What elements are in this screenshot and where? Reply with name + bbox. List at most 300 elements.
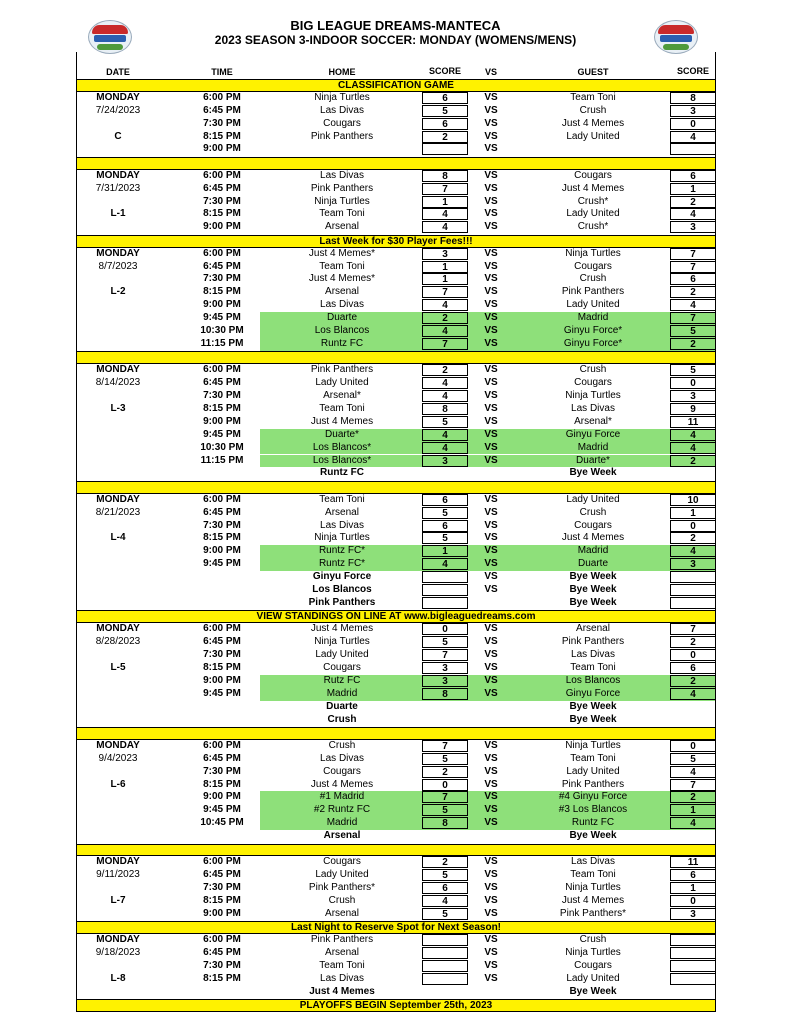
- home-team: Pink Panthers: [310, 130, 374, 142]
- vs-label: VS: [484, 441, 498, 453]
- guest-team: Ginyu Force: [565, 687, 621, 699]
- banner-week-3: Last Week for $30 Player Fees!!!: [76, 235, 716, 248]
- guest-team: Ginyu Force*: [563, 337, 623, 349]
- game-time: 6:45 PM: [203, 636, 241, 648]
- guest-score: 1: [670, 882, 716, 894]
- guest-team: Ginyu Force*: [563, 325, 623, 336]
- guest-score: 0: [670, 118, 716, 130]
- guest-score: 7: [670, 248, 716, 260]
- home-team: Arsenal: [325, 286, 359, 298]
- vs-label: VS: [484, 377, 498, 389]
- home-team: Duarte: [326, 312, 357, 324]
- guest-team: Ninja Turtles: [565, 739, 621, 751]
- week-label: C: [114, 130, 122, 142]
- home-team: Madrid: [326, 687, 358, 699]
- guest-header: GUEST: [577, 67, 609, 77]
- week-label: L-7: [110, 895, 126, 907]
- home-team: Team Toni: [319, 960, 365, 972]
- week-day: MONDAY: [96, 739, 140, 751]
- week-day: MONDAY: [96, 364, 140, 376]
- guest-score: 11: [670, 416, 716, 428]
- vs-label: VS: [484, 454, 498, 466]
- home-score: 5: [422, 105, 468, 117]
- vs-label: VS: [484, 804, 498, 816]
- bye-team: Arsenal: [323, 830, 361, 842]
- game-time: 9:00 PM: [203, 674, 241, 686]
- guest-team: Crush*: [577, 195, 609, 207]
- vs-label: VS: [484, 390, 498, 401]
- week-day: MONDAY: [96, 623, 140, 635]
- vs-label: VS: [484, 649, 498, 660]
- guest-team: Los Blancos: [565, 674, 621, 686]
- bye-team: Ginyu Force: [312, 571, 372, 583]
- home-team: Madrid: [326, 817, 358, 829]
- home-score: 5: [422, 804, 468, 816]
- vs-label: VS: [484, 661, 498, 673]
- home-team: Ninja Turtles: [314, 91, 370, 103]
- home-team: Team Toni: [319, 260, 365, 272]
- guest-score: 8: [670, 92, 716, 104]
- home-score: 5: [422, 416, 468, 428]
- guest-team: Madrid: [577, 312, 609, 324]
- home-team: Arsenal: [325, 908, 359, 919]
- guest-score: 5: [670, 364, 716, 376]
- guest-score: 0: [670, 895, 716, 907]
- home-header: HOME: [328, 67, 356, 77]
- bye-team: Pink Panthers: [308, 596, 376, 608]
- guest-team: Duarte*: [576, 454, 610, 466]
- home-team: Runtz FC*: [318, 545, 366, 557]
- guest-team: Runtz FC: [571, 817, 615, 829]
- guest-team: Ginyu Force: [565, 428, 621, 440]
- home-score: 4: [422, 377, 468, 389]
- guest-score: 2: [670, 675, 716, 687]
- home-score: 5: [422, 636, 468, 648]
- week-date: 7/24/2023: [95, 104, 141, 116]
- vs-label: VS: [484, 182, 498, 194]
- home-score: 7: [422, 338, 468, 350]
- bye-team: Los Blancos: [312, 584, 372, 595]
- game-time: 9:00 PM: [203, 908, 241, 919]
- game-time: 9:00 PM: [203, 415, 241, 427]
- game-time: 9:00 PM: [203, 143, 241, 155]
- guest-score: 9: [670, 403, 716, 415]
- home-score: 4: [422, 442, 468, 454]
- guest-score: 6: [670, 273, 716, 285]
- home-team: Team Toni: [319, 493, 365, 505]
- vs-label: VS: [484, 778, 498, 790]
- week-date: 8/21/2023: [95, 506, 141, 518]
- guest-team: Ninja Turtles: [565, 947, 621, 959]
- week-label: L-1: [110, 208, 126, 220]
- vs-label: VS: [484, 247, 498, 259]
- home-score: 5: [422, 753, 468, 765]
- vs-label: VS: [484, 402, 498, 414]
- guest-score: 7: [670, 261, 716, 273]
- home-score: 8: [422, 688, 468, 700]
- home-score: 0: [422, 623, 468, 635]
- home-score: 3: [422, 675, 468, 687]
- vs-label: VS: [484, 817, 498, 829]
- guest-score: 2: [670, 286, 716, 298]
- game-time: 7:30 PM: [203, 882, 241, 894]
- game-time: 11:15 PM: [200, 337, 244, 349]
- home-team: Los Blancos: [314, 325, 370, 336]
- guest-team: Lady United: [566, 299, 620, 311]
- vs-label: VS: [484, 286, 498, 298]
- vs-label: VS: [484, 143, 498, 155]
- guest-score: 2: [670, 532, 716, 544]
- banner-week-1: CLASSIFICATION GAME: [76, 79, 716, 92]
- game-time: 9:00 PM: [203, 299, 241, 311]
- home-team: Runtz FC: [320, 337, 364, 349]
- banner-week-6: VIEW STANDINGS ON LINE AT www.bigleaguedreams.com: [76, 610, 716, 623]
- guest-score: 4: [670, 208, 716, 220]
- bye-team: Crush: [327, 713, 357, 725]
- game-time: 8:15 PM: [203, 778, 241, 790]
- home-score: 5: [422, 908, 468, 920]
- home-score: 8: [422, 403, 468, 415]
- schedule-frame: [76, 52, 716, 1008]
- home-score: 2: [422, 312, 468, 324]
- home-score: 0: [422, 779, 468, 791]
- bye-week-label: Bye Week: [569, 700, 617, 712]
- game-time: 6:45 PM: [203, 506, 241, 518]
- guest-team: Las Divas: [571, 856, 615, 868]
- home-score: 8: [422, 817, 468, 829]
- vs-label: VS: [484, 532, 498, 544]
- guest-team: Crush: [579, 934, 607, 946]
- guest-team: Crush: [579, 364, 607, 376]
- guest-team: Lady United: [566, 130, 620, 142]
- week-day: MONDAY: [96, 247, 140, 259]
- home-score: 3: [422, 248, 468, 260]
- vs-label: VS: [484, 506, 498, 518]
- home-team: Las Divas: [320, 169, 364, 181]
- bye-week-label: Bye Week: [569, 596, 617, 608]
- home-score: 4: [422, 325, 468, 337]
- vs-label: VS: [484, 519, 498, 531]
- week-label: L-3: [110, 402, 126, 414]
- guest-team: Ninja Turtles: [565, 247, 621, 259]
- guest-team: Crush*: [577, 221, 609, 233]
- page-subtitle: 2023 SEASON 3-INDOOR SOCCER: MONDAY (WOMENS/MENS): [214, 33, 577, 47]
- vs-label: VS: [484, 973, 498, 984]
- game-time: 9:45 PM: [203, 687, 241, 699]
- guest-score: 0: [670, 520, 716, 532]
- home-team: Arsenal: [325, 221, 359, 233]
- home-team: Crush: [328, 739, 356, 751]
- guest-score: 6: [670, 662, 716, 674]
- home-team: Pink Panthers: [310, 934, 374, 946]
- home-score: 7: [422, 286, 468, 298]
- game-time: 9:45 PM: [203, 428, 241, 440]
- home-score: 4: [422, 895, 468, 907]
- bye-team: Duarte: [326, 700, 358, 712]
- game-time: 11:15 PM: [200, 454, 244, 466]
- game-time: 6:45 PM: [203, 260, 241, 272]
- guest-team: #3 Los Blancos: [558, 804, 628, 816]
- home-team: Ninja Turtles: [314, 532, 370, 544]
- game-time: 8:15 PM: [203, 895, 241, 907]
- guest-team: Crush: [579, 506, 607, 518]
- home-score: 1: [422, 261, 468, 273]
- guest-team: Just 4 Memes: [561, 895, 625, 907]
- game-time: 7:30 PM: [203, 273, 241, 285]
- vs-label: VS: [484, 428, 498, 440]
- home-score: 2: [422, 766, 468, 778]
- game-time: 6:00 PM: [203, 247, 241, 259]
- vs-label: VS: [484, 91, 498, 103]
- game-time: 8:15 PM: [203, 661, 241, 673]
- home-score: 6: [422, 882, 468, 894]
- guest-team: Pink Panthers*: [559, 908, 627, 919]
- vs-label: VS: [484, 337, 498, 349]
- home-score: 1: [422, 196, 468, 208]
- bye-team: Runtz FC: [320, 467, 364, 479]
- game-time: 7:30 PM: [203, 649, 241, 660]
- vs-label: VS: [484, 623, 498, 635]
- guest-score: 3: [670, 558, 716, 570]
- guest-team: Duarte: [577, 558, 608, 570]
- home-score: 5: [422, 869, 468, 881]
- home-team: Runtz FC*: [318, 558, 366, 570]
- vs-label: VS: [484, 415, 498, 427]
- vs-label: VS: [484, 169, 498, 181]
- home-team: Las Divas: [320, 973, 364, 984]
- vs-label: VS: [484, 908, 498, 919]
- guest-team: Pink Panthers: [561, 636, 625, 648]
- game-time: 9:00 PM: [203, 545, 241, 557]
- home-team: Las Divas: [320, 519, 364, 531]
- home-team: #2 Runtz FC: [313, 804, 371, 816]
- game-time: 6:45 PM: [203, 104, 241, 116]
- bye-week-label: Bye Week: [569, 830, 617, 842]
- home-score: 7: [422, 791, 468, 803]
- week-date: 9/11/2023: [96, 869, 140, 881]
- home-team: Pink Panthers: [310, 364, 374, 376]
- home-team: Las Divas: [320, 104, 364, 116]
- home-score: 4: [422, 390, 468, 402]
- guest-team: Madrid: [577, 441, 609, 453]
- home-team: Pink Panthers*: [308, 882, 376, 894]
- guest-team: Cougars: [574, 169, 612, 181]
- bye-week-label: Bye Week: [569, 713, 617, 725]
- guest-score: 6: [670, 869, 716, 881]
- guest-team: #4 Ginyu Force: [558, 791, 628, 803]
- week-label: L-5: [110, 661, 126, 673]
- game-time: 7:30 PM: [203, 117, 241, 129]
- guest-team: Pink Panthers: [561, 286, 625, 298]
- home-score: 2: [422, 364, 468, 376]
- guest-team: Crush: [579, 273, 607, 285]
- footer-banner: PLAYOFFS BEGIN September 25th, 2023: [76, 999, 716, 1012]
- guest-score: 6: [670, 170, 716, 182]
- guest-score: 5: [670, 753, 716, 765]
- home-score: 8: [422, 170, 468, 182]
- week-date: 8/14/2023: [95, 377, 141, 389]
- guest-score: 7: [670, 623, 716, 635]
- time-header: TIME: [211, 67, 233, 77]
- home-score: 4: [422, 208, 468, 220]
- guest-score: 4: [670, 299, 716, 311]
- week-label: L-6: [110, 778, 126, 790]
- vs-label: VS: [484, 104, 498, 116]
- home-score: 7: [422, 740, 468, 752]
- vs-label: VS: [484, 130, 498, 142]
- home-score: 6: [422, 118, 468, 130]
- guest-score: 2: [670, 196, 716, 208]
- home-team: Lady United: [315, 649, 369, 660]
- guest-score: 4: [670, 688, 716, 700]
- home-team: Just 4 Memes*: [308, 273, 376, 285]
- game-time: 7:30 PM: [203, 960, 241, 972]
- week-day: MONDAY: [96, 169, 140, 181]
- game-time: 6:00 PM: [203, 364, 241, 376]
- home-team: Cougars: [323, 856, 361, 868]
- game-time: 6:00 PM: [203, 856, 241, 868]
- guest-score: 3: [670, 908, 716, 920]
- guest-score: 0: [670, 649, 716, 661]
- guest-team: Lady United: [566, 493, 620, 505]
- game-time: 6:00 PM: [203, 91, 241, 103]
- game-time: 6:00 PM: [203, 739, 241, 751]
- home-score: 1: [422, 545, 468, 557]
- game-time: 6:00 PM: [203, 934, 241, 946]
- guest-score: 11: [670, 856, 716, 868]
- vs-label: VS: [484, 493, 498, 505]
- guest-team: Just 4 Memes: [561, 182, 625, 194]
- game-time: 6:00 PM: [203, 623, 241, 635]
- home-team: Lady United: [315, 377, 369, 389]
- home-score: 2: [422, 856, 468, 868]
- week-day: MONDAY: [96, 934, 140, 946]
- banner-week-9: Last Night to Reserve Spot for Next Season!: [76, 921, 716, 934]
- guest-team: Team Toni: [570, 91, 616, 103]
- vs-label: VS: [484, 765, 498, 777]
- home-score: 3: [422, 662, 468, 674]
- guest-team: Cougars: [574, 260, 612, 272]
- home-team: Arsenal: [325, 506, 359, 518]
- game-time: 6:45 PM: [203, 752, 241, 764]
- vs-label: VS: [484, 674, 498, 686]
- guest-score: 7: [670, 779, 716, 791]
- home-team: Los Blancos*: [312, 454, 372, 466]
- vs-label: VS: [484, 869, 498, 881]
- vs-label: VS: [484, 882, 498, 894]
- game-time: 9:45 PM: [203, 558, 241, 570]
- guest-score: 3: [670, 390, 716, 402]
- game-time: 7:30 PM: [203, 390, 241, 401]
- home-team: Los Blancos*: [312, 441, 372, 453]
- guest-team: Pink Panthers: [561, 778, 625, 790]
- week-day: MONDAY: [96, 856, 140, 868]
- vs-label: VS: [484, 584, 498, 595]
- vs-header: VS: [484, 67, 497, 77]
- home-team: Team Toni: [319, 402, 365, 414]
- guest-team: Lady United: [566, 765, 620, 777]
- vs-label: VS: [484, 273, 498, 285]
- home-score: 4: [422, 221, 468, 233]
- home-team: Cougars: [323, 661, 361, 673]
- guest-team: Team Toni: [570, 661, 616, 673]
- guest-team: Cougars: [574, 377, 612, 389]
- guest-team: Madrid: [577, 545, 609, 557]
- home-score: 5: [422, 532, 468, 544]
- vs-label: VS: [484, 739, 498, 751]
- bye-week-label: Bye Week: [569, 985, 617, 997]
- guest-team: Just 4 Memes: [561, 117, 625, 129]
- guest-score: 1: [670, 804, 716, 816]
- vs-label: VS: [484, 364, 498, 376]
- game-time: 10:30 PM: [200, 441, 244, 453]
- home-team: Just 4 Memes: [310, 415, 374, 427]
- game-time: 6:00 PM: [203, 169, 241, 181]
- vs-label: VS: [484, 687, 498, 699]
- week-day: MONDAY: [96, 493, 140, 505]
- home-team: Team Toni: [319, 208, 365, 220]
- week-day: MONDAY: [96, 91, 140, 103]
- date-header: DATE: [106, 67, 130, 77]
- vs-label: VS: [484, 947, 498, 959]
- guest-score: 3: [670, 221, 716, 233]
- home-score: 4: [422, 299, 468, 311]
- guest-score: 4: [670, 817, 716, 829]
- home-team: Arsenal: [325, 947, 359, 959]
- vs-label: VS: [484, 221, 498, 233]
- bye-week-label: Bye Week: [569, 584, 617, 595]
- guest-score: 4: [670, 545, 716, 557]
- home-score: 6: [422, 92, 468, 104]
- vs-label: VS: [484, 791, 498, 803]
- home-score: 6: [422, 494, 468, 506]
- home-score: 4: [422, 429, 468, 441]
- guest-score: 4: [670, 131, 716, 143]
- guest-team: Las Divas: [571, 649, 615, 660]
- guest-score: 0: [670, 377, 716, 389]
- bye-week-label: Bye Week: [569, 467, 617, 479]
- guest-score: 2: [670, 791, 716, 803]
- home-score: 1: [422, 273, 468, 285]
- game-time: 10:30 PM: [200, 325, 244, 336]
- guest-score: 4: [670, 429, 716, 441]
- home-score: 5: [422, 507, 468, 519]
- bye-week-label: Bye Week: [569, 571, 617, 583]
- vs-label: VS: [484, 558, 498, 570]
- guest-score: 5: [670, 325, 716, 337]
- game-time: 9:45 PM: [203, 804, 241, 816]
- game-time: 7:30 PM: [203, 195, 241, 207]
- game-time: 9:00 PM: [203, 791, 241, 803]
- home-team: Arsenal*: [323, 390, 361, 401]
- game-time: 10:45 PM: [200, 817, 244, 829]
- guest-score: 4: [670, 766, 716, 778]
- game-time: 6:45 PM: [203, 947, 241, 959]
- game-time: 8:15 PM: [203, 532, 241, 544]
- guest-score: 2: [670, 338, 716, 350]
- home-score: 6: [422, 520, 468, 532]
- guest-team: Arsenal*: [574, 415, 612, 427]
- home-team: Duarte*: [325, 428, 359, 440]
- home-team: Ninja Turtles: [314, 636, 370, 648]
- week-date: 8/7/2023: [98, 260, 138, 272]
- vs-label: VS: [484, 856, 498, 868]
- guest-team: Just 4 Memes: [561, 532, 625, 544]
- game-time: 6:45 PM: [203, 869, 241, 881]
- vs-label: VS: [484, 117, 498, 129]
- home-team: Las Divas: [320, 299, 364, 311]
- game-time: 8:15 PM: [203, 130, 241, 142]
